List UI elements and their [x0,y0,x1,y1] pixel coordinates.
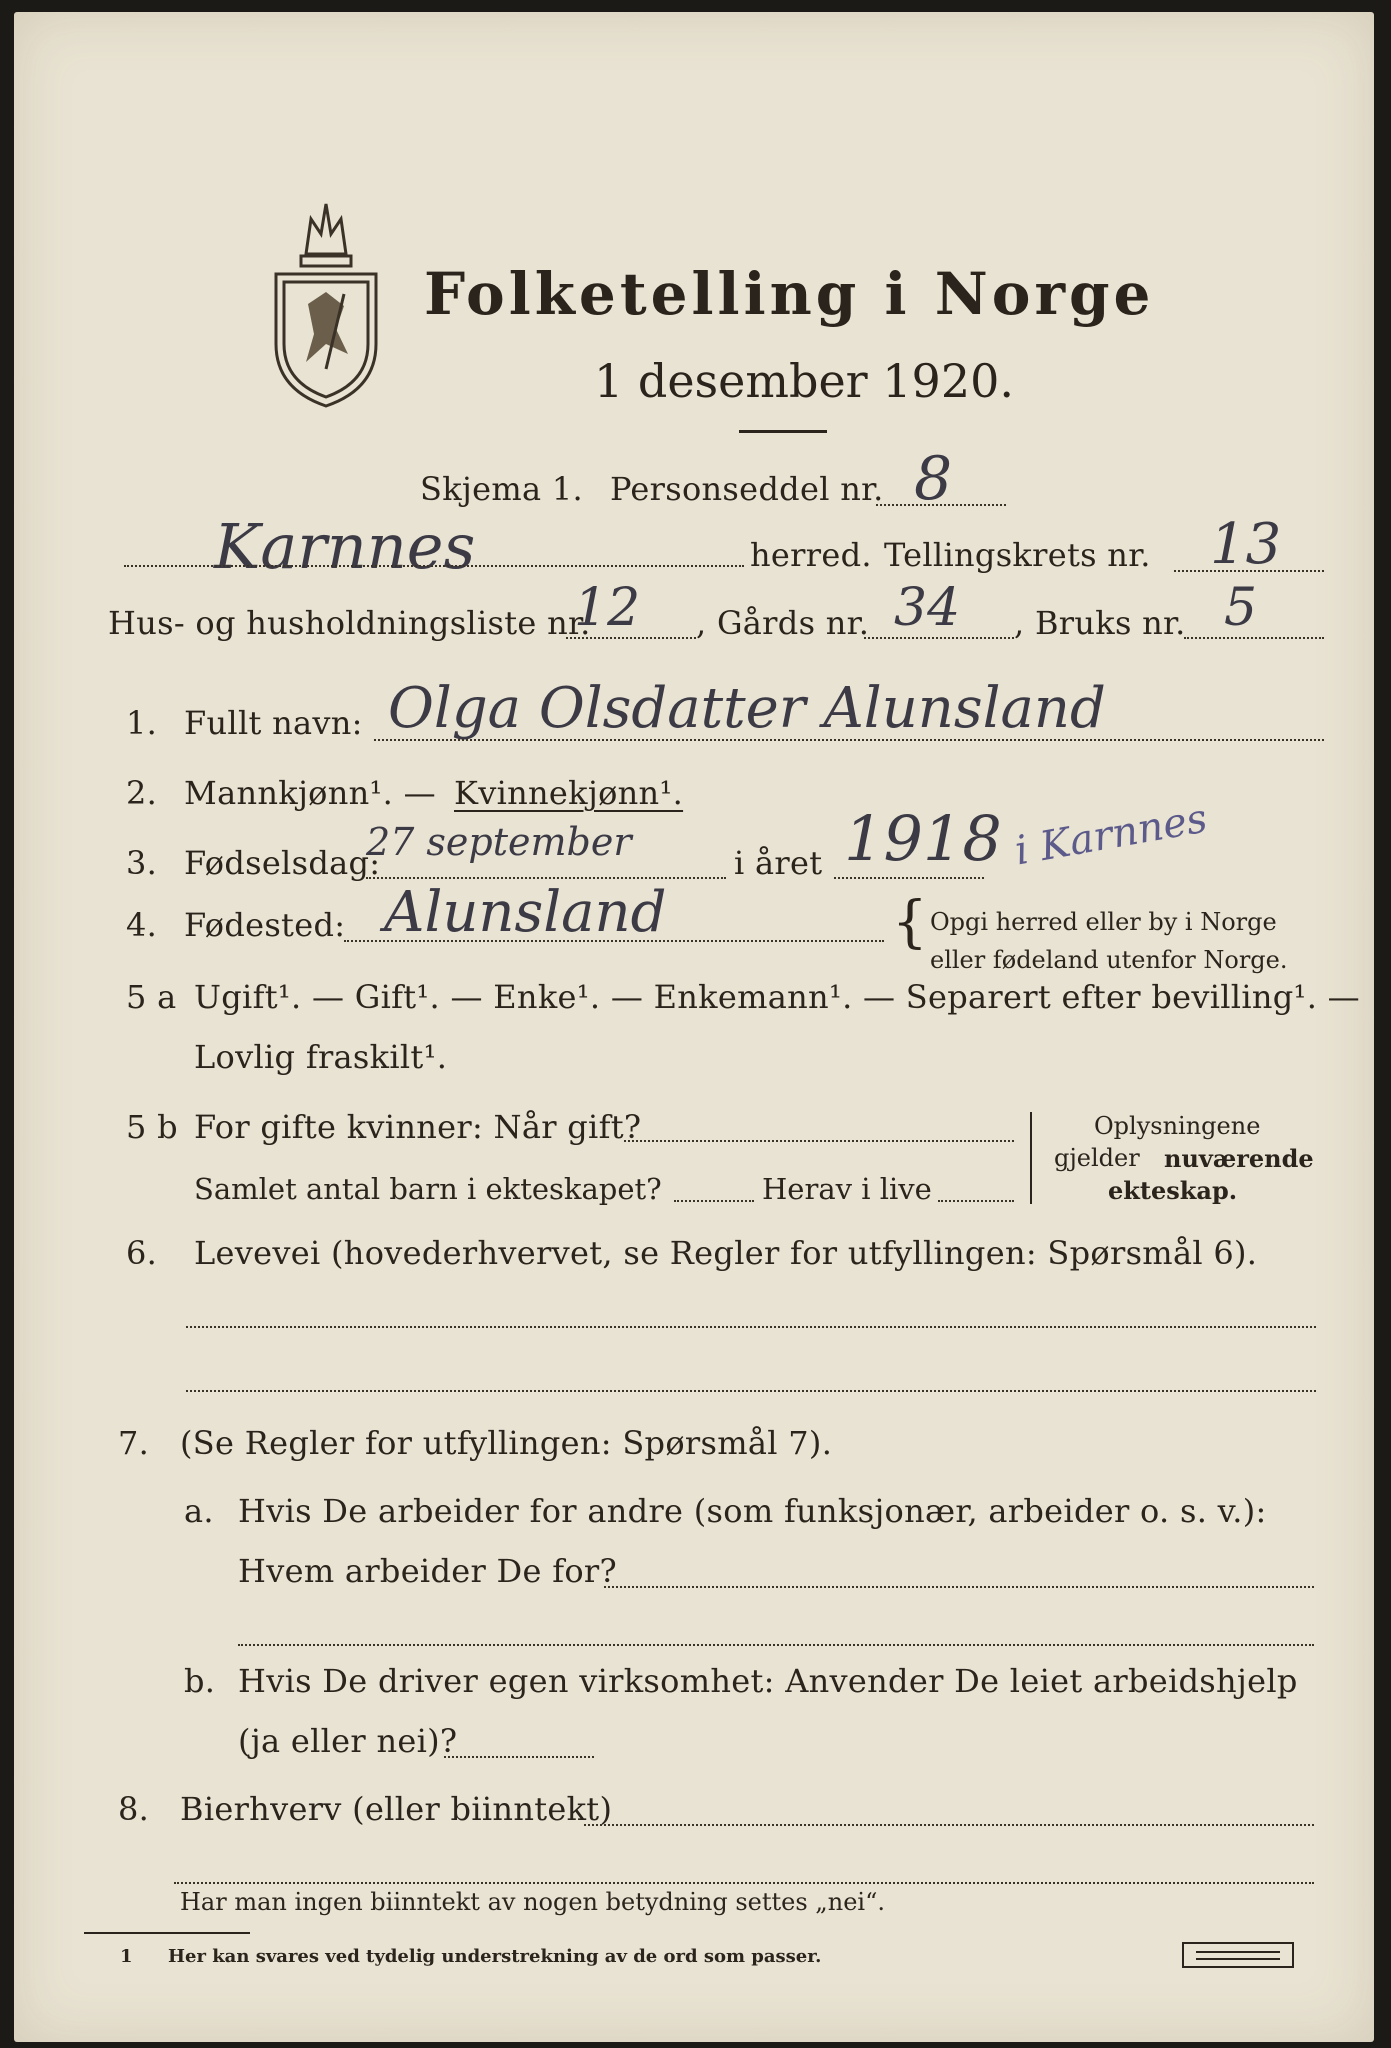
q7a-letter: a. [184,1492,214,1530]
q3-number: 3. [126,844,158,882]
marriage-note-2a: gjelder [1054,1144,1140,1172]
full-name-value[interactable]: Olga Olsdatter Alunsland [388,676,1106,741]
bruks-line [1184,637,1324,639]
gards-line [864,637,1014,639]
bruks-label: , Bruks nr. [1014,604,1186,642]
skjema-label: Skjema 1. [420,470,583,508]
employer-line-2[interactable] [238,1644,1314,1646]
side-income-line-1[interactable] [584,1824,1314,1826]
gards-value[interactable]: 34 [894,578,961,638]
q5a-number: 5 a [126,978,177,1016]
occupation-line-2[interactable] [186,1390,1316,1392]
husholdningsliste-label: Hus- og husholdningsliste nr. [108,604,591,642]
q6-number: 6. [126,1234,158,1272]
birthplace-line [344,940,884,942]
personseddel-label: Personseddel nr. [610,470,884,508]
gender-male-option[interactable]: Mannkjønn¹. — [184,774,436,812]
q3-label: Fødselsdag: [184,844,381,882]
married-when-line [624,1140,1014,1142]
footnote-text: Her kan svares ved tydelig understrekning av de ord som passer. [168,1946,822,1967]
q1-label: Fullt navn: [184,704,363,742]
q1-number: 1. [126,704,158,742]
marriage-note-2b: nuværende [1164,1144,1314,1173]
q7b-letter: b. [184,1662,216,1700]
q7-number: 7. [118,1424,150,1462]
q7-label: (Se Regler for utfyllingen: Spørsmål 7). [180,1424,833,1462]
gender-female-option[interactable]: Kvinnekjønn¹. [454,774,684,812]
employer-line-1[interactable] [604,1586,1314,1588]
birthday-line [366,877,726,879]
herred-value[interactable]: Karnnes [214,510,476,583]
tellingskrets-value[interactable]: 13 [1210,512,1282,577]
occupation-label: Levevei (hovederhvervet, se Regler for utfyllingen: Spørsmål 6). [194,1234,1258,1272]
birthplace-value[interactable]: Alunsland [384,880,667,945]
birthplace-brace: { [892,890,928,955]
tellingskrets-line [1174,570,1324,572]
birth-extra-annotation: i Karnnes [1011,795,1211,875]
bruks-value[interactable]: 5 [1224,578,1258,638]
year-label: i året [734,844,823,882]
q7a-line1: Hvis De arbeider for andre (som funksjonær, arbeider o. s. v.): [238,1492,1267,1530]
q4-label: Fødested: [184,906,346,944]
side-income-line-2[interactable] [174,1882,1314,1884]
marriage-note-divider [1030,1112,1032,1204]
married-when-label: For gifte kvinner: Når gift? [194,1108,642,1146]
no-income-note: Har man ingen biinntekt av nogen betydning settes „nei“. [180,1888,885,1916]
children-label: Samlet antal barn i ekteskapet? [194,1172,662,1206]
census-date: 1 desember 1920. [594,354,1014,408]
husholdningsliste-line [566,637,696,639]
side-income-label: Bierhverv (eller biinntekt) [180,1790,613,1828]
employer-label: Hvem arbeider De for? [238,1552,617,1590]
marriage-note-3: ekteskap. [1108,1176,1238,1205]
birthplace-note-line2: eller fødeland utenfor Norge. [930,946,1288,974]
census-form-sheet [14,12,1374,2042]
children-alive-line [938,1200,1014,1202]
q2-number: 2. [126,774,158,812]
birthday-value[interactable]: 27 september [366,820,632,864]
occupation-line-1[interactable] [186,1326,1316,1328]
children-line [674,1200,754,1202]
norway-coat-of-arms-icon [266,194,386,409]
form-title: Folketelling i Norge [424,260,1155,328]
birthplace-note-line1: Opgi herred eller by i Norge [930,908,1277,936]
full-name-line [374,739,1324,741]
q7b-line1: Hvis De driver egen virksomhet: Anvender De leiet arbeidshjelp [238,1662,1298,1700]
herred-line [124,565,744,567]
husholdningsliste-value[interactable]: 12 [574,578,641,638]
gards-label: , Gårds nr. [696,604,870,642]
marital-status-divorced[interactable]: Lovlig fraskilt¹. [194,1038,448,1076]
q5b-number: 5 b [126,1108,178,1146]
hired-help-label: (ja eller nei)? [238,1722,458,1760]
q8-number: 8. [118,1790,150,1828]
footnote-divider [84,1932,250,1934]
printer-stamp-icon [1182,1942,1294,1968]
hired-help-line[interactable] [444,1756,594,1758]
children-alive-label: Herav i live [762,1172,932,1206]
q4-number: 4. [126,906,158,944]
herred-label: herred. [750,536,872,574]
birth-year-line [834,877,984,879]
title-divider [739,430,827,433]
footnote-mark: 1 [120,1946,133,1967]
birth-year-value[interactable]: 1918 [844,802,1002,875]
tellingskrets-label: Tellingskrets nr. [884,536,1151,574]
personseddel-value[interactable]: 8 [914,444,953,514]
marriage-note-1: Oplysningene [1094,1112,1261,1140]
marital-status-options[interactable]: Ugift¹. — Gift¹. — Enke¹. — Enkemann¹. — Separert efter bevilling¹. — [194,978,1360,1016]
